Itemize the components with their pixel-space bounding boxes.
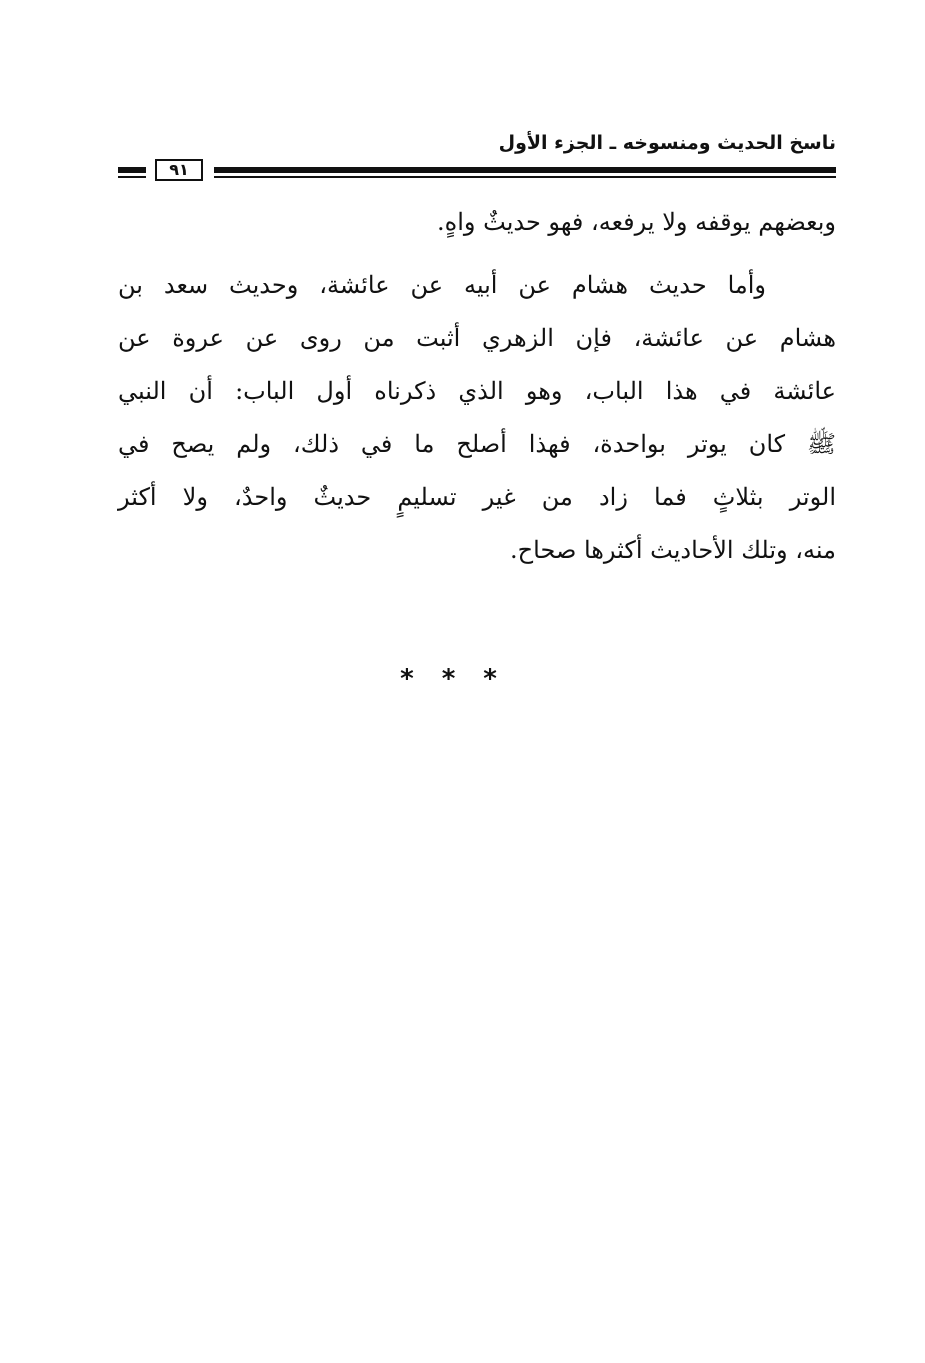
text-line: الوتر بثلاثٍ فما زاد من غير تسليمٍ حديثٌ واحدٌ، ولا أكثر	[118, 483, 836, 511]
text-line: ﷺ كان يوتر بواحدة، فهذا أصلح ما في ذلك، ولم يصح في	[118, 430, 836, 458]
section-separator: ***	[400, 664, 525, 694]
header-rule-right-thin	[214, 176, 836, 178]
paragraph-1: وبعضهم يوقفه ولا يرفعه، فهو حديثٌ واهٍ.	[437, 208, 836, 236]
header-rule-left-thin	[118, 176, 146, 178]
main-text	[118, 196, 836, 577]
text-line: عائشة في هذا الباب، وهو الذي ذكرناه أول الباب: أن النبي	[118, 377, 836, 405]
text-line: هشام عن عائشة، فإن الزهري أثبت من روى عن عروة عن	[118, 324, 836, 352]
page-number: ٩١	[155, 159, 203, 181]
text-line: وأما حديث هشام عن أبيه عن عائشة، وحديث سعد بن	[118, 271, 766, 299]
header-rule	[118, 159, 836, 183]
running-title: ناسخ الحديث ومنسوخه ـ الجزء الأول	[498, 132, 836, 154]
header-rule-left-thick	[118, 167, 146, 173]
text-line: منه، وتلك الأحاديث أكثرها صحاح.	[510, 536, 836, 564]
page-header	[118, 128, 836, 188]
header-rule-right-thick	[214, 167, 836, 173]
paragraph-2	[118, 259, 836, 577]
